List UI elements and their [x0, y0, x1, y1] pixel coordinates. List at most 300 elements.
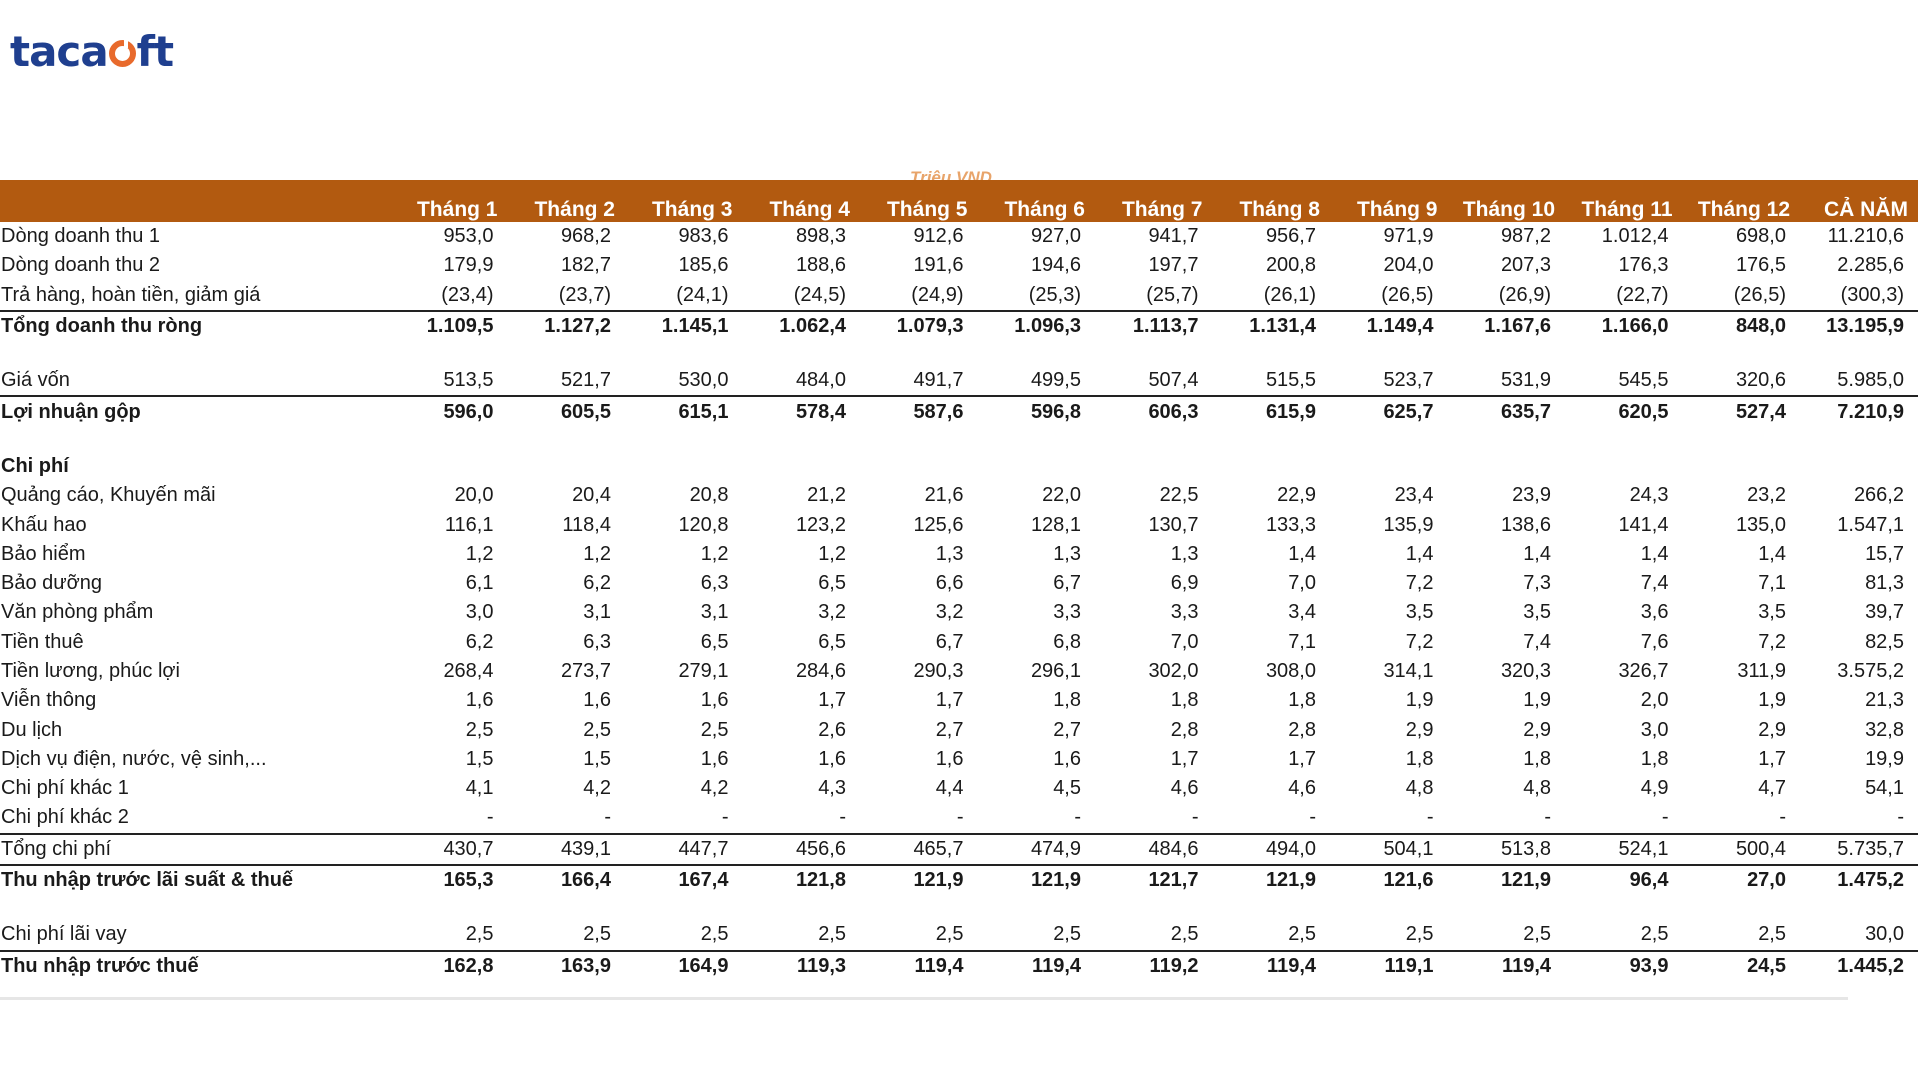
month-value-cell: 635,7: [1448, 396, 1566, 426]
month-value-cell: 500,4: [1683, 834, 1801, 865]
month-value-cell: 6,5: [700, 630, 729, 653]
month-value-cell: -: [486, 806, 494, 829]
month-value-cell: 22,0: [1042, 484, 1081, 507]
month-value-cell: 179,9: [443, 254, 494, 277]
month-value-cell: 898,3: [795, 225, 846, 248]
table-row: [0, 745, 1918, 774]
month-value-cell: 2,5: [583, 718, 611, 741]
month-value-cell: 523,7: [1383, 369, 1434, 392]
month-value-cell: 1.145,1: [625, 311, 743, 341]
month-value-cell: 279,1: [678, 660, 729, 682]
full-year-value-cell: 1.445,2: [1800, 951, 1918, 981]
full-year-value-cell: 266,2: [1853, 484, 1904, 507]
month-value-cell: 1,7: [1758, 747, 1786, 770]
month-value-cell: 1,5: [465, 747, 494, 770]
month-value-cell: 3,0: [1640, 718, 1669, 741]
month-value-cell: 521,7: [560, 369, 611, 392]
month-value-cell: 1.113,7: [1095, 311, 1213, 341]
month-value-cell: 3,0: [465, 601, 494, 624]
month-value-cell: -: [1426, 806, 1434, 829]
row-label: Chi phí lãi vay: [1, 923, 127, 946]
month-value-cell: -: [1661, 806, 1669, 829]
table-body: [0, 222, 1918, 981]
month-value-cell: 24,5: [1683, 951, 1801, 981]
month-value-cell: 987,2: [1500, 225, 1551, 248]
month-value-cell: 1,6: [935, 747, 964, 770]
month-value-cell: 138,6: [1500, 513, 1551, 536]
month-value-cell: 1.012,4: [1601, 225, 1669, 248]
month-value-cell: 527,4: [1683, 396, 1801, 426]
month-value-cell: 620,5: [1565, 396, 1683, 426]
table-row: [0, 481, 1918, 510]
full-year-value-cell: [1800, 452, 1918, 481]
month-value-cell: 185,6: [678, 254, 729, 277]
month-value-cell: 953,0: [443, 225, 494, 248]
month-value-cell: 1,2: [583, 542, 611, 565]
month-value-cell: [743, 427, 861, 452]
logo-o-icon: [109, 40, 136, 67]
full-year-value-cell: 11.210,6: [1827, 225, 1904, 248]
month-value-cell: 176,3: [1618, 254, 1669, 277]
month-value-cell: 507,4: [1148, 369, 1199, 392]
month-value-cell: 2,8: [1170, 718, 1199, 741]
month-value-cell: 1,3: [1053, 542, 1081, 565]
month-value-cell: 513,5: [443, 369, 494, 392]
month-value-cell: 474,9: [978, 834, 1096, 865]
table-row: [0, 311, 1918, 341]
month-value-cell: 494,0: [1213, 834, 1331, 865]
month-value-cell: 7,0: [1170, 630, 1199, 653]
column-header-month: Tháng 10: [1462, 198, 1555, 221]
month-value-cell: 302,0: [1148, 660, 1199, 682]
row-label: Văn phòng phẩm: [1, 601, 154, 624]
month-value-cell: 22,9: [1277, 484, 1316, 507]
table-row: [0, 951, 1918, 981]
month-value-cell: 596,0: [390, 396, 508, 426]
month-value-cell: 4,7: [1758, 777, 1786, 800]
row-label: Khấu hao: [1, 513, 87, 536]
table-row: [0, 598, 1918, 627]
month-value-cell: 1,8: [1170, 689, 1199, 712]
month-value-cell: 3,5: [1758, 601, 1786, 624]
month-value-cell: 3,3: [1170, 601, 1199, 624]
table-row: [0, 920, 1918, 950]
month-value-cell: 4,8: [1405, 777, 1434, 800]
full-year-value-cell: 15,7: [1865, 542, 1904, 565]
month-value-cell: 6,8: [1053, 630, 1081, 653]
month-value-cell: 4,2: [700, 777, 729, 800]
full-year-value-cell: 7.210,9: [1800, 396, 1918, 426]
column-header-month: Tháng 4: [769, 198, 850, 221]
column-header-full-year: CẢ NĂM: [1824, 198, 1908, 221]
month-value-cell: 606,3: [1095, 396, 1213, 426]
month-value-cell: 121,9: [860, 865, 978, 895]
month-value-cell: -: [956, 806, 964, 829]
spacer-row: [0, 895, 1918, 920]
month-value-cell: 524,1: [1565, 834, 1683, 865]
month-value-cell: 1,7: [1288, 747, 1316, 770]
month-value-cell: 1,5: [583, 747, 611, 770]
month-value-cell: 6,6: [935, 572, 964, 595]
month-value-cell: 163,9: [508, 951, 626, 981]
row-label: Quảng cáo, Khuyến mãi: [1, 484, 216, 507]
month-value-cell: 121,8: [743, 865, 861, 895]
month-value-cell: 941,7: [1148, 225, 1199, 248]
row-label: [0, 895, 390, 920]
table-row: [0, 366, 1918, 396]
full-year-value-cell: [1800, 427, 1918, 452]
month-value-cell: 2,5: [465, 718, 494, 741]
month-value-cell: 912,6: [913, 225, 964, 248]
row-label: Tiền lương, phúc lợi: [1, 660, 180, 682]
full-year-value-cell: 3.575,2: [1837, 660, 1904, 682]
month-value-cell: 6,5: [818, 630, 846, 653]
full-year-value-cell: -: [1897, 806, 1904, 829]
month-value-cell: 615,9: [1213, 396, 1331, 426]
month-value-cell: 1,6: [700, 747, 729, 770]
column-header-month: Tháng 9: [1356, 198, 1438, 221]
row-label: Dòng doanh thu 1: [1, 225, 161, 248]
unit-note: Triệu VND: [910, 168, 992, 187]
month-value-cell: 1,2: [700, 542, 729, 565]
month-value-cell: 7,2: [1758, 630, 1786, 653]
month-value-cell: 119,4: [978, 951, 1096, 981]
month-value-cell: [1683, 427, 1801, 452]
month-value-cell: 1.062,4: [743, 311, 861, 341]
full-year-value-cell: 1.547,1: [1837, 513, 1904, 536]
month-value-cell: (23,4): [441, 283, 494, 306]
month-value-cell: [743, 452, 861, 481]
month-value-cell: 21,2: [807, 484, 846, 507]
month-value-cell: [508, 895, 626, 920]
month-value-cell: 191,6: [913, 254, 964, 277]
month-value-cell: 1,8: [1288, 689, 1316, 712]
month-value-cell: -: [604, 806, 611, 829]
month-value-cell: 135,0: [1735, 513, 1786, 536]
row-label: Tiền thuê: [1, 630, 84, 653]
month-value-cell: 3,6: [1640, 601, 1669, 624]
month-value-cell: 1,4: [1288, 542, 1316, 565]
month-value-cell: 2,5: [465, 923, 494, 946]
table-row: [0, 834, 1918, 865]
month-value-cell: 20,0: [454, 484, 494, 507]
month-value-cell: 1,7: [818, 689, 846, 712]
month-value-cell: -: [839, 806, 846, 829]
full-year-value-cell: 19,9: [1865, 747, 1904, 770]
month-value-cell: 530,0: [678, 369, 729, 392]
month-value-cell: 2,6: [818, 718, 846, 741]
income-statement-table: [0, 180, 1918, 981]
month-value-cell: [508, 341, 626, 366]
month-value-cell: 24,3: [1629, 484, 1669, 507]
month-value-cell: -: [1544, 806, 1551, 829]
month-value-cell: 4,6: [1288, 777, 1316, 800]
month-value-cell: 176,5: [1735, 254, 1786, 277]
month-value-cell: 2,0: [1640, 689, 1669, 712]
month-value-cell: 273,7: [560, 660, 611, 682]
spacer-row: [0, 341, 1918, 366]
month-value-cell: 93,9: [1565, 951, 1683, 981]
column-header-month: Tháng 8: [1239, 198, 1320, 221]
month-value-cell: [390, 895, 508, 920]
table-row: [0, 865, 1918, 895]
month-value-cell: 1.109,5: [390, 311, 508, 341]
month-value-cell: 326,7: [1618, 660, 1669, 682]
month-value-cell: 125,6: [913, 513, 964, 536]
month-value-cell: 194,6: [1030, 254, 1081, 277]
month-value-cell: [1213, 452, 1331, 481]
month-value-cell: -: [721, 806, 729, 829]
month-value-cell: 430,7: [390, 834, 508, 865]
month-value-cell: 3,2: [935, 601, 964, 624]
month-value-cell: 2,7: [935, 718, 964, 741]
month-value-cell: [625, 452, 743, 481]
month-value-cell: 119,1: [1330, 951, 1448, 981]
month-value-cell: 1,8: [1523, 747, 1551, 770]
month-value-cell: 439,1: [508, 834, 626, 865]
table-row: [0, 803, 1918, 833]
full-year-value-cell: [1800, 895, 1918, 920]
month-value-cell: 121,7: [1095, 865, 1213, 895]
month-value-cell: (25,7): [1146, 283, 1199, 306]
month-value-cell: (26,5): [1733, 283, 1786, 306]
month-value-cell: 1.167,6: [1448, 311, 1566, 341]
month-value-cell: 320,6: [1735, 369, 1786, 392]
month-value-cell: [860, 895, 978, 920]
month-value-cell: 121,9: [1213, 865, 1331, 895]
month-value-cell: 6,2: [583, 572, 611, 595]
month-value-cell: 6,9: [1170, 572, 1199, 595]
row-label: Bảo dưỡng: [1, 572, 103, 595]
month-value-cell: 3,5: [1523, 601, 1551, 624]
month-value-cell: [390, 427, 508, 452]
month-value-cell: 4,4: [935, 777, 964, 800]
month-value-cell: 596,8: [978, 396, 1096, 426]
month-value-cell: 2,5: [700, 923, 729, 946]
month-value-cell: 1,6: [583, 689, 611, 712]
month-value-cell: 2,5: [818, 923, 846, 946]
month-value-cell: -: [1309, 806, 1316, 829]
month-value-cell: (25,3): [1028, 283, 1081, 306]
month-value-cell: 1,8: [1053, 689, 1081, 712]
month-value-cell: 983,6: [678, 225, 729, 248]
row-label: Dịch vụ điện, nước, vệ sinh,...: [1, 747, 267, 770]
month-value-cell: [860, 452, 978, 481]
month-value-cell: 1,6: [465, 689, 494, 712]
month-value-cell: 2,5: [935, 923, 964, 946]
month-value-cell: 188,6: [795, 254, 846, 277]
table-row: [0, 510, 1918, 539]
row-label: Tổng chi phí: [0, 834, 390, 865]
month-value-cell: 2,5: [1758, 923, 1786, 946]
month-value-cell: 7,4: [1523, 630, 1551, 653]
month-value-cell: 1,6: [818, 747, 846, 770]
month-value-cell: 513,8: [1448, 834, 1566, 865]
income-statement-sheet: [0, 180, 1920, 981]
month-value-cell: [1448, 895, 1566, 920]
month-value-cell: 968,2: [560, 225, 611, 248]
row-label: Du lịch: [1, 718, 63, 741]
month-value-cell: 1,2: [818, 542, 846, 565]
month-value-cell: 7,0: [1288, 572, 1316, 595]
spacer-row: [0, 427, 1918, 452]
month-value-cell: [860, 427, 978, 452]
month-value-cell: 504,1: [1330, 834, 1448, 865]
month-value-cell: 2,5: [1170, 923, 1199, 946]
month-value-cell: [1213, 341, 1331, 366]
month-value-cell: 3,4: [1288, 601, 1316, 624]
month-value-cell: 207,3: [1500, 254, 1551, 277]
month-value-cell: 7,2: [1405, 572, 1434, 595]
month-value-cell: 1,6: [700, 689, 729, 712]
column-header-month: Tháng 12: [1697, 198, 1790, 221]
month-value-cell: 23,9: [1512, 484, 1551, 507]
month-value-cell: 204,0: [1383, 254, 1434, 277]
month-value-cell: [1095, 427, 1213, 452]
month-value-cell: 96,4: [1565, 865, 1683, 895]
month-value-cell: 119,3: [743, 951, 861, 981]
month-value-cell: [1095, 341, 1213, 366]
row-label: [0, 341, 390, 366]
month-value-cell: 2,5: [1405, 923, 1434, 946]
month-value-cell: 605,5: [508, 396, 626, 426]
month-value-cell: 197,7: [1148, 254, 1199, 277]
row-label: Trả hàng, hoàn tiền, giảm giá: [1, 283, 261, 306]
month-value-cell: 2,5: [700, 718, 729, 741]
month-value-cell: 22,5: [1159, 484, 1199, 507]
month-value-cell: 1.079,3: [860, 311, 978, 341]
month-value-cell: 3,3: [1053, 601, 1081, 624]
month-value-cell: 1,4: [1405, 542, 1434, 565]
month-value-cell: 116,1: [444, 513, 494, 536]
column-header-month: Tháng 6: [1004, 198, 1085, 221]
month-value-cell: 515,5: [1265, 369, 1316, 392]
month-value-cell: 118,4: [562, 513, 611, 536]
month-value-cell: 296,1: [1030, 660, 1081, 682]
table-row: [0, 686, 1918, 715]
full-year-value-cell: 1.475,2: [1800, 865, 1918, 895]
month-value-cell: 491,7: [913, 369, 964, 392]
month-value-cell: 133,3: [1265, 513, 1316, 536]
month-value-cell: 119,4: [1448, 951, 1566, 981]
month-value-cell: (22,7): [1616, 283, 1669, 306]
month-value-cell: 166,4: [508, 865, 626, 895]
full-year-value-cell: 32,8: [1865, 718, 1904, 741]
month-value-cell: (24,9): [911, 283, 964, 306]
month-value-cell: 268,4: [443, 660, 494, 682]
month-value-cell: 1,3: [1170, 542, 1199, 565]
month-value-cell: 1,9: [1758, 689, 1786, 712]
month-value-cell: 123,2: [795, 513, 846, 536]
month-value-cell: [508, 452, 626, 481]
month-value-cell: [1565, 895, 1683, 920]
row-label: [0, 427, 390, 452]
month-value-cell: 20,4: [572, 484, 611, 507]
month-value-cell: 927,0: [1030, 225, 1081, 248]
month-value-cell: 1,7: [1170, 747, 1199, 770]
month-value-cell: 128,1: [1030, 513, 1081, 536]
row-label: Dòng doanh thu 2: [1, 254, 161, 277]
month-value-cell: 484,6: [1095, 834, 1213, 865]
month-value-cell: 121,6: [1330, 865, 1448, 895]
row-label: Lợi nhuận gộp: [0, 396, 390, 426]
month-value-cell: [625, 427, 743, 452]
month-value-cell: 1,8: [1405, 747, 1434, 770]
month-value-cell: 200,8: [1265, 254, 1316, 277]
column-header-month: Tháng 2: [534, 198, 615, 221]
month-value-cell: [390, 452, 508, 481]
month-value-cell: 311,9: [1737, 660, 1786, 682]
month-value-cell: 2,5: [1523, 923, 1551, 946]
month-value-cell: 314,1: [1383, 660, 1434, 682]
row-label: Thu nhập trước lãi suất & thuế: [0, 865, 390, 895]
month-value-cell: 1.166,0: [1565, 311, 1683, 341]
month-value-cell: 1,8: [1640, 747, 1669, 770]
month-value-cell: 164,9: [625, 951, 743, 981]
month-value-cell: 456,6: [743, 834, 861, 865]
month-value-cell: [1448, 341, 1566, 366]
month-value-cell: 7,2: [1405, 630, 1434, 653]
month-value-cell: [1565, 341, 1683, 366]
month-value-cell: 3,2: [818, 601, 846, 624]
month-value-cell: 625,7: [1330, 396, 1448, 426]
month-value-cell: [978, 452, 1096, 481]
month-value-cell: 578,4: [743, 396, 861, 426]
month-value-cell: -: [1191, 806, 1199, 829]
month-value-cell: 135,9: [1383, 513, 1434, 536]
month-value-cell: 1.096,3: [978, 311, 1096, 341]
month-value-cell: 1,2: [465, 542, 494, 565]
month-value-cell: [1330, 427, 1448, 452]
month-value-cell: (23,7): [558, 283, 611, 306]
month-value-cell: 971,9: [1383, 225, 1434, 248]
month-value-cell: 3,1: [700, 601, 729, 624]
month-value-cell: [1448, 427, 1566, 452]
month-value-cell: 4,1: [465, 777, 494, 800]
full-year-value-cell: 21,3: [1865, 689, 1904, 712]
month-value-cell: [978, 895, 1096, 920]
month-value-cell: 484,0: [795, 369, 846, 392]
column-header-month: Tháng 11: [1581, 198, 1673, 221]
section-heading-row: [0, 452, 1918, 481]
month-value-cell: 848,0: [1683, 311, 1801, 341]
full-year-value-cell: 82,5: [1865, 630, 1904, 653]
month-value-cell: 119,4: [860, 951, 978, 981]
month-value-cell: (24,1): [676, 283, 729, 306]
month-value-cell: 4,5: [1053, 777, 1081, 800]
month-value-cell: [625, 341, 743, 366]
month-value-cell: 1,7: [935, 689, 964, 712]
month-value-cell: 7,4: [1640, 572, 1669, 595]
month-value-cell: 162,8: [390, 951, 508, 981]
month-value-cell: [1565, 452, 1683, 481]
month-value-cell: [1683, 895, 1801, 920]
month-value-cell: 141,4: [1618, 513, 1669, 536]
month-value-cell: 6,3: [583, 630, 611, 653]
month-value-cell: 7,1: [1758, 572, 1786, 595]
month-value-cell: [1330, 341, 1448, 366]
month-value-cell: [625, 895, 743, 920]
month-value-cell: 499,5: [1030, 369, 1081, 392]
month-value-cell: 320,3: [1500, 660, 1551, 682]
column-header-month: Tháng 7: [1121, 198, 1203, 221]
month-value-cell: 167,4: [625, 865, 743, 895]
month-value-cell: 465,7: [860, 834, 978, 865]
month-value-cell: 2,9: [1523, 718, 1551, 741]
month-value-cell: 2,5: [1640, 923, 1669, 946]
header-row: [0, 180, 1918, 222]
month-value-cell: 6,7: [935, 630, 964, 653]
